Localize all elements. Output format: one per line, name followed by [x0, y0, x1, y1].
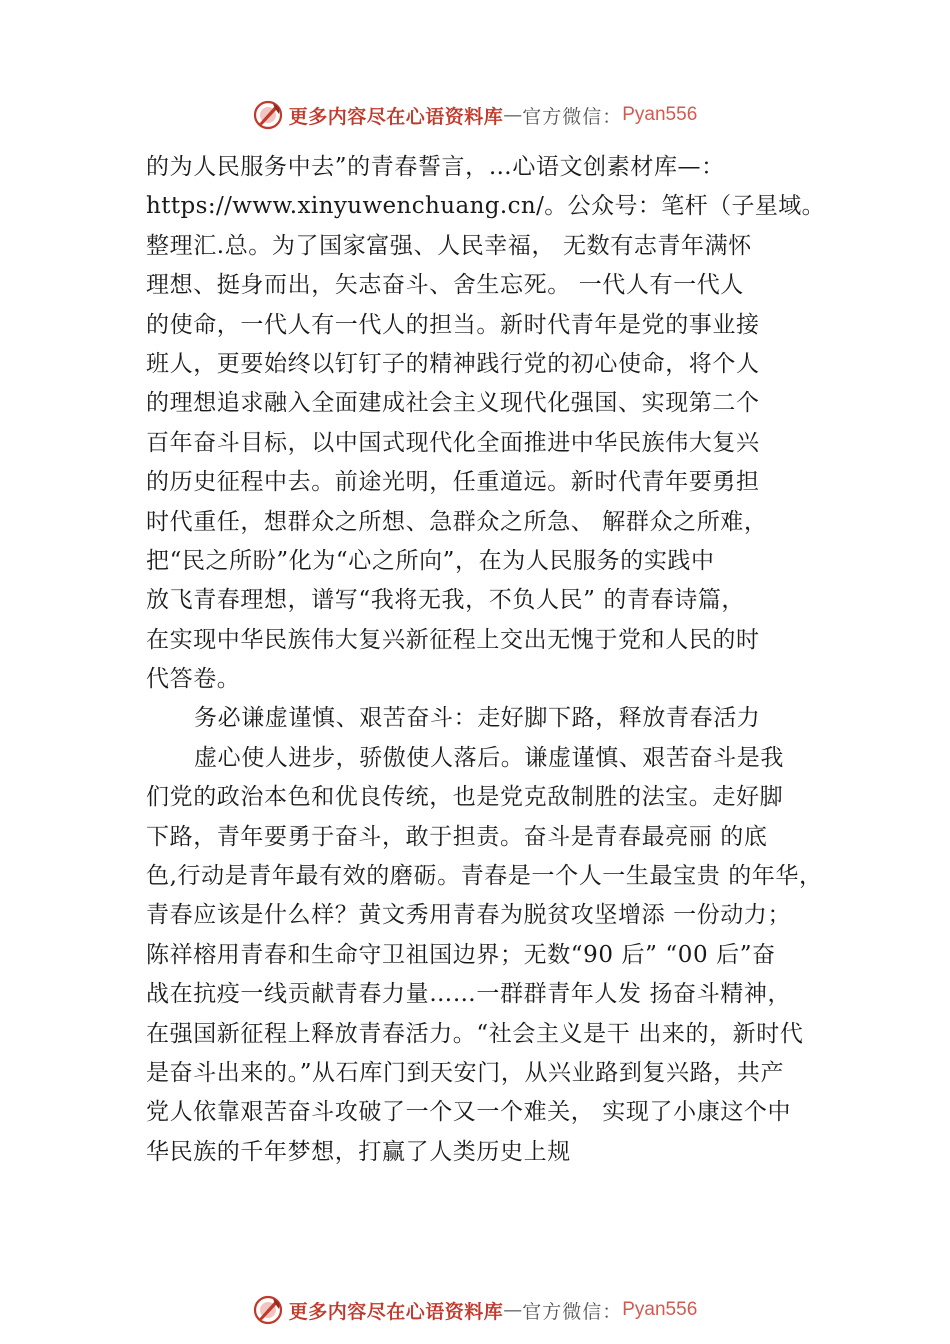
- body-line: 把“民之所盼”化为“心之所向”，在为人民服务的实践中: [146, 547, 715, 574]
- quill-logo-icon: [253, 1295, 283, 1325]
- footer-wechat-id: Pyan556: [622, 1299, 698, 1320]
- body-line: 华民族的千年梦想，打赢了人类历史上规: [146, 1138, 571, 1165]
- body-line: 在实现中华民族伟大复兴新征程上交出无愧于党和人民的时: [146, 626, 760, 653]
- header-banner: [0, 95, 950, 135]
- body-line: 的理想追求融入全面建成社会主义现代化强国、实现第二个: [146, 390, 760, 417]
- body-line: 虚心使人进步，骄傲使人落后。谦虚谨慎、艰苦奋斗是我: [194, 744, 784, 771]
- body-line: 党人依靠艰苦奋斗攻破了一个又一个难关， 实现了小康这个中: [146, 1099, 792, 1126]
- section-heading: 务必谦虚谨慎、艰苦奋斗：走好脚下路，释放青春活力: [194, 705, 761, 732]
- footer-separator: —: [503, 1299, 523, 1321]
- footer-title: 更多内容尽在心语资料库: [288, 1300, 504, 1323]
- header-separator: —: [503, 104, 523, 126]
- body-line: 陈祥榕用青春和生命守卫祖国边界；无数“90 后” “00 后”奋: [146, 941, 776, 968]
- body-line: 代答卷。: [146, 666, 241, 693]
- body-line: 在强国新征程上释放青春活力。“社会主义是干 出来的，新时代: [146, 1020, 804, 1047]
- body-line: 的历史征程中去。前途光明，任重道远。新时代青年要勇担: [146, 469, 760, 496]
- body-line: 青春应该是什么样？黄文秀用青春为脱贫攻坚增添 一份动力；: [146, 902, 792, 929]
- header-title: 更多内容尽在心语资料库: [288, 105, 504, 128]
- quill-logo-icon: [253, 100, 283, 130]
- body-line: 战在抗疫一线贡献青春力量……一群群青年人发 扬奋斗精神，: [146, 981, 792, 1008]
- footer-wechat-label: 官方微信：: [522, 1300, 623, 1323]
- footer-banner: [0, 1290, 950, 1330]
- body-line: https://www.xinyuwenchuang.cn/。公众号：笔杆（子星域。: [146, 193, 826, 220]
- body-line: 们党的政治本色和优良传统，也是党克敌制胜的法宝。走好脚: [146, 784, 784, 811]
- body-line: 理想、挺身而出，矢志奋斗、舍生忘死。 一代人有一代人: [146, 272, 744, 299]
- body-line: 时代重任，想群众之所想、急群众之所急、 解群众之所难，: [146, 508, 768, 535]
- header-wechat-id: Pyan556: [622, 104, 698, 125]
- article-body: [146, 148, 846, 1172]
- body-line: 放飞青春理想，谱写“我将无我，不负人民” 的青春诗篇，: [146, 587, 746, 614]
- body-line: 班人，更要始终以钉钉子的精神践行党的初心使命，将个人: [146, 350, 760, 377]
- body-line: 百年奋斗目标，以中国式现代化全面推进中华民族伟大复兴: [146, 429, 760, 456]
- body-line: 色,行动是青年最有效的磨砺。青春是一个人一生最宝贵 的年华，: [146, 863, 823, 890]
- header-wechat-label: 官方微信：: [522, 105, 623, 128]
- body-line: 是奋斗出来的。”从石库门到天安门，从兴业路到复兴路，共产: [146, 1059, 785, 1086]
- body-line: 下路，青年要勇于奋斗，敢于担责。奋斗是青春最亮丽 的底: [146, 823, 768, 850]
- body-line: 的为人民服务中去”的青春誓言，…心语文创素材库—：: [146, 154, 725, 180]
- body-line: 整理汇.总。为了国家富强、人民幸福， 无数有志青年满怀: [146, 232, 752, 259]
- body-line: 的使命，一代人有一代人的担当。新时代青年是党的事业接: [146, 311, 760, 338]
